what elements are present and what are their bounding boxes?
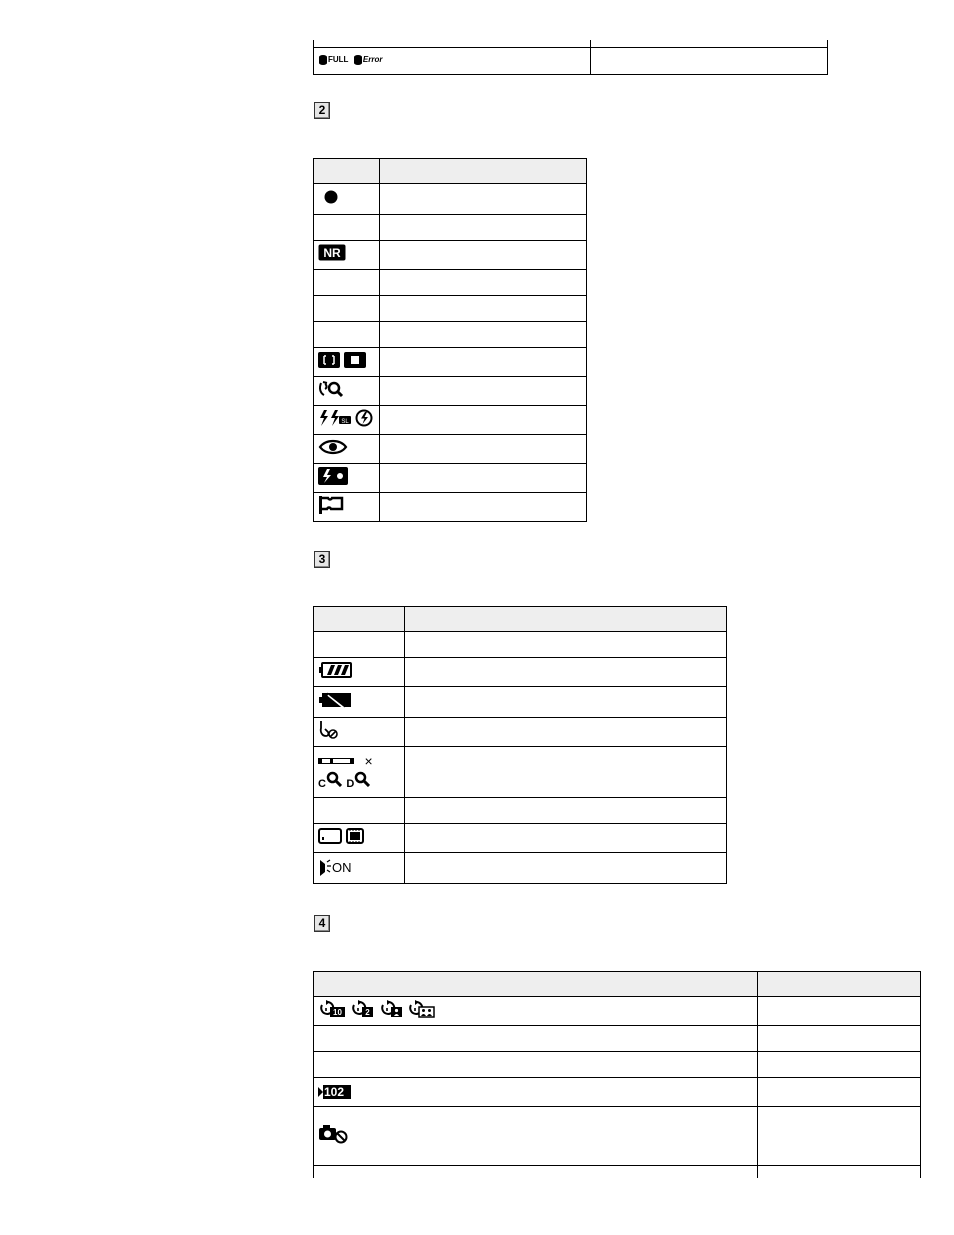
record-dot-icon	[318, 190, 338, 209]
self-timer-portrait1-icon	[379, 1000, 403, 1023]
svg-text:SL: SL	[341, 418, 349, 425]
af-frame-icon	[318, 352, 340, 373]
table-row	[314, 824, 727, 853]
svg-text:2: 2	[365, 1007, 371, 1017]
table-row	[314, 1078, 921, 1107]
section-badge-4: 4	[314, 915, 330, 932]
table-row	[314, 718, 727, 747]
wb-flag-icon	[318, 495, 346, 520]
af-spot-icon	[344, 352, 366, 373]
table-row	[314, 853, 727, 884]
table-row	[314, 493, 587, 522]
table-row	[314, 47, 828, 74]
table-row	[314, 798, 727, 824]
section-badge-3: 3	[314, 551, 330, 568]
battery-warning-icon	[318, 691, 352, 714]
table-row	[314, 40, 828, 47]
zoom-times-label: ×	[364, 752, 373, 769]
table-row	[314, 377, 587, 406]
table-row	[314, 348, 587, 377]
table-row	[314, 322, 587, 348]
flash-charge-icon	[318, 467, 348, 490]
digital-zoom-icon	[346, 771, 370, 793]
no-tripod-icon	[318, 720, 340, 745]
table-header-row	[314, 972, 921, 997]
table-header-row	[314, 159, 587, 184]
table-1	[313, 40, 828, 75]
memory-full-icon: FULL	[318, 54, 348, 66]
table-row	[314, 184, 587, 215]
svg-text:NR: NR	[323, 246, 341, 260]
self-timer-2-icon	[350, 1000, 374, 1023]
red-eye-icon	[318, 438, 348, 461]
internal-memory-icon	[346, 828, 364, 849]
table-row	[314, 687, 727, 718]
digital-zoom-prefix: D	[346, 777, 355, 790]
camera-no-icon	[318, 1124, 348, 1149]
table-row	[314, 296, 587, 322]
table-row	[314, 435, 587, 464]
table-header-row	[314, 607, 727, 632]
clear-zoom-icon	[318, 771, 342, 793]
self-timer-10-icon	[318, 1000, 346, 1023]
table-row	[314, 464, 587, 493]
table-row	[314, 406, 587, 435]
memory-error-icon: Error	[353, 54, 383, 66]
battery-icon	[318, 662, 352, 683]
table-row	[314, 270, 587, 296]
table-row	[314, 658, 727, 687]
table-row	[314, 1166, 921, 1179]
table-4	[313, 971, 921, 1178]
folder-number: 102	[324, 1084, 345, 1099]
table-row	[314, 1052, 921, 1078]
svg-text:10: 10	[333, 1007, 342, 1017]
table-row	[314, 1107, 921, 1166]
table-row	[314, 747, 727, 798]
table-row	[314, 241, 587, 270]
af-illuminator-icon	[318, 858, 352, 878]
section-badge-2: 2	[314, 102, 330, 119]
face-zoom-icon	[318, 380, 344, 403]
zoom-bar-icon	[318, 752, 354, 770]
table-2	[313, 158, 587, 522]
table-row	[314, 1026, 921, 1052]
memory-card-icon	[318, 828, 342, 849]
self-timer-portrait2-icon	[407, 1000, 435, 1023]
flash-mode-icon	[318, 409, 374, 432]
table-row	[314, 997, 921, 1026]
af-illuminator-on-label: ON	[332, 860, 352, 876]
clear-zoom-prefix: C	[318, 777, 326, 790]
folder-icon	[318, 1083, 372, 1101]
table-row	[314, 632, 727, 658]
noise-reduction-icon	[318, 244, 346, 266]
table-3	[313, 606, 727, 884]
table-row	[314, 215, 587, 241]
